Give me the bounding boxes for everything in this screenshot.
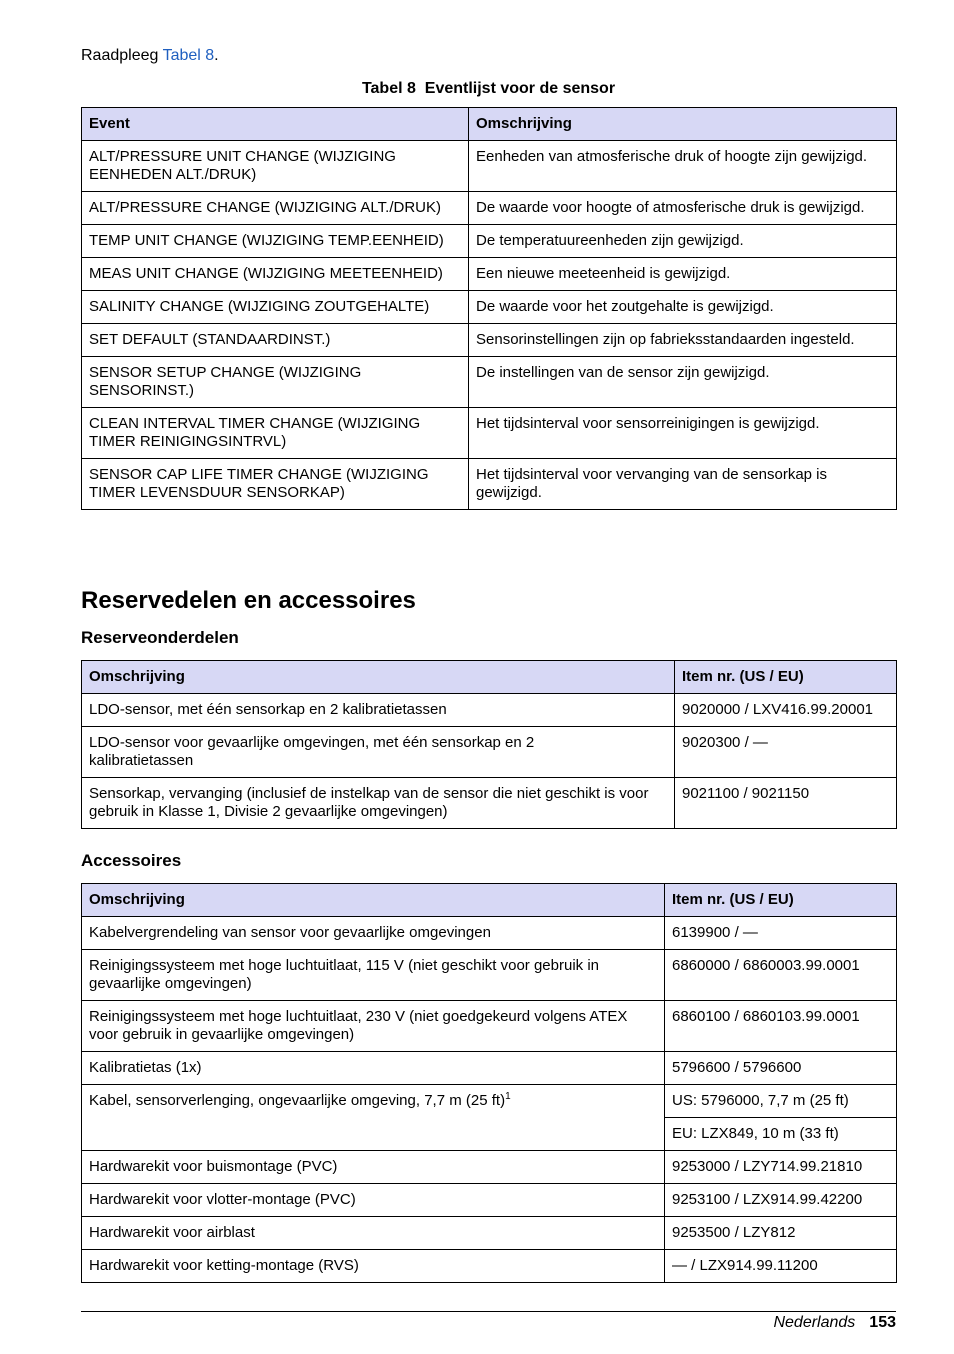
column-header-description: Omschrijving xyxy=(82,884,665,917)
table-row xyxy=(82,694,897,727)
table-row xyxy=(82,225,897,258)
description-cell: Hardwarekit voor airblast xyxy=(82,1217,665,1250)
spare-parts-table xyxy=(81,660,897,829)
table-row xyxy=(82,459,897,510)
description-cell: Hardwarekit voor ketting-montage (RVS) xyxy=(82,1250,665,1283)
description-cell: Reinigingssysteem met hoge luchtuitlaat, 230 V (niet goedgekeurd volgens ATEX voor gebruik in gevaarlijke omgevingen) xyxy=(82,1001,665,1052)
description-cell: De waarde voor hoogte of atmosferische druk is gewijzigd. xyxy=(469,192,897,225)
cable-description-cell xyxy=(82,1085,665,1151)
item-number-cell: 9020300 / — xyxy=(675,727,897,778)
description-cell: Sensorkap, vervanging (inclusief de instelkap van de sensor die niet geschikt is voor gebruik in Klasse 1, Divisie 2 gevaarlijke omgevingen) xyxy=(82,778,675,829)
table-header-row xyxy=(82,108,897,141)
column-header-description: Omschrijving xyxy=(82,661,675,694)
table-row xyxy=(82,1184,897,1217)
table-row xyxy=(82,408,897,459)
item-number-cell: 9253100 / LZX914.99.42200 xyxy=(665,1184,897,1217)
table-row xyxy=(82,357,897,408)
table-header-row xyxy=(82,884,897,917)
event-cell: TEMP UNIT CHANGE (WIJZIGING TEMP.EENHEID) xyxy=(82,225,469,258)
description-cell: Kabelvergrendeling van sensor voor gevaarlijke omgevingen xyxy=(82,917,665,950)
event-cell: ALT/PRESSURE CHANGE (WIJZIGING ALT./DRUK) xyxy=(82,192,469,225)
table-row xyxy=(82,727,897,778)
table-row xyxy=(82,950,897,1001)
description-cell: Hardwarekit voor vlotter-montage (PVC) xyxy=(82,1184,665,1217)
table-row xyxy=(82,1217,897,1250)
column-header-event: Event xyxy=(82,108,469,141)
table-row xyxy=(82,1052,897,1085)
description-cell: De temperatuureenheden zijn gewijzigd. xyxy=(469,225,897,258)
table-8-link[interactable]: Tabel 8 xyxy=(162,47,215,64)
column-header-item-number: Item nr. (US / EU) xyxy=(675,661,897,694)
table-row xyxy=(82,778,897,829)
item-number-cell: 9253500 / LZY812 xyxy=(665,1217,897,1250)
event-cell: SET DEFAULT (STANDAARDINST.) xyxy=(82,324,469,357)
item-number-cell: US: 5796000, 7,7 m (25 ft) xyxy=(665,1085,897,1118)
spare-parts-heading: Reserveonderdelen xyxy=(81,628,239,647)
item-number-cell: 9020000 / LXV416.99.20001 xyxy=(675,694,897,727)
event-cell: CLEAN INTERVAL TIMER CHANGE (WIJZIGING TIMER REINIGINGSINTRVL) xyxy=(82,408,469,459)
table-row xyxy=(82,1001,897,1052)
cable-description-text: Kabel, sensorverlenging, ongevaarlijke omgeving, 7,7 m (25 ft) xyxy=(89,1092,506,1109)
description-cell: Hardwarekit voor buismontage (PVC) xyxy=(82,1151,665,1184)
event-cell: MEAS UNIT CHANGE (WIJZIGING MEETEENHEID) xyxy=(82,258,469,291)
event-cell: SENSOR SETUP CHANGE (WIJZIGING SENSORINST.) xyxy=(82,357,469,408)
column-header-description: Omschrijving xyxy=(469,108,897,141)
footer-divider xyxy=(81,1311,896,1312)
item-number-cell: 6860000 / 6860003.99.0001 xyxy=(665,950,897,1001)
event-cell: SENSOR CAP LIFE TIMER CHANGE (WIJZIGING TIMER LEVENSDUUR SENSORKAP) xyxy=(82,459,469,510)
table-row xyxy=(82,192,897,225)
table-row xyxy=(82,258,897,291)
item-number-cell: 6860100 / 6860103.99.0001 xyxy=(665,1001,897,1052)
item-number-cell: 9021100 / 9021150 xyxy=(675,778,897,829)
description-cell: Het tijdsinterval voor vervanging van de sensorkap is gewijzigd. xyxy=(469,459,897,510)
table-row xyxy=(82,917,897,950)
table-row xyxy=(82,1085,897,1118)
events-table xyxy=(81,107,897,510)
description-cell: Het tijdsinterval voor sensorreinigingen is gewijzigd. xyxy=(469,408,897,459)
table-row xyxy=(82,1250,897,1283)
table-row xyxy=(82,324,897,357)
item-number-cell: 5796600 / 5796600 xyxy=(665,1052,897,1085)
page-number: 153 xyxy=(869,1314,896,1331)
description-cell: LDO-sensor voor gevaarlijke omgevingen, met één sensorkap en 2 kalibratietassen xyxy=(82,727,675,778)
item-number-cell: — / LZX914.99.11200 xyxy=(665,1250,897,1283)
description-cell: Een nieuwe meeteenheid is gewijzigd. xyxy=(469,258,897,291)
description-cell: De instellingen van de sensor zijn gewijzigd. xyxy=(469,357,897,408)
accessories-heading: Accessoires xyxy=(81,851,182,870)
description-cell: Sensorinstellingen zijn op fabrieksstandaarden ingesteld. xyxy=(469,324,897,357)
description-cell: Kalibratietas (1x) xyxy=(82,1052,665,1085)
intro-suffix: . xyxy=(214,47,219,64)
intro-line xyxy=(81,46,219,66)
description-cell: Eenheden van atmosferische druk of hoogte zijn gewijzigd. xyxy=(469,141,897,192)
item-number-cell: EU: LZX849, 10 m (33 ft) xyxy=(665,1118,897,1151)
table-row xyxy=(82,141,897,192)
intro-prefix: Raadpleeg xyxy=(81,47,163,64)
table-caption: Tabel 8 Eventlijst voor de sensor xyxy=(361,80,616,97)
accessories-table xyxy=(81,883,897,1283)
event-cell: SALINITY CHANGE (WIJZIGING ZOUTGEHALTE) xyxy=(82,291,469,324)
table-row xyxy=(82,1151,897,1184)
footer-language: Nederlands xyxy=(773,1314,856,1331)
column-header-item-number: Item nr. (US / EU) xyxy=(665,884,897,917)
item-number-cell: 6139900 / — xyxy=(665,917,897,950)
page-footer xyxy=(773,1313,896,1333)
item-number-cell: 9253000 / LZY714.99.21810 xyxy=(665,1151,897,1184)
event-cell: ALT/PRESSURE UNIT CHANGE (WIJZIGING EENHEDEN ALT./DRUK) xyxy=(82,141,469,192)
table-header-row xyxy=(82,661,897,694)
description-cell: Reinigingssysteem met hoge luchtuitlaat, 115 V (niet geschikt voor gebruik in gevaarlijke omgevingen) xyxy=(82,950,665,1001)
description-cell: De waarde voor het zoutgehalte is gewijzigd. xyxy=(469,291,897,324)
footnote-marker: 1 xyxy=(505,1091,511,1102)
section-heading: Reservedelen en accessoires xyxy=(81,587,416,614)
table-row xyxy=(82,291,897,324)
description-cell: LDO-sensor, met één sensorkap en 2 kalibratietassen xyxy=(82,694,675,727)
